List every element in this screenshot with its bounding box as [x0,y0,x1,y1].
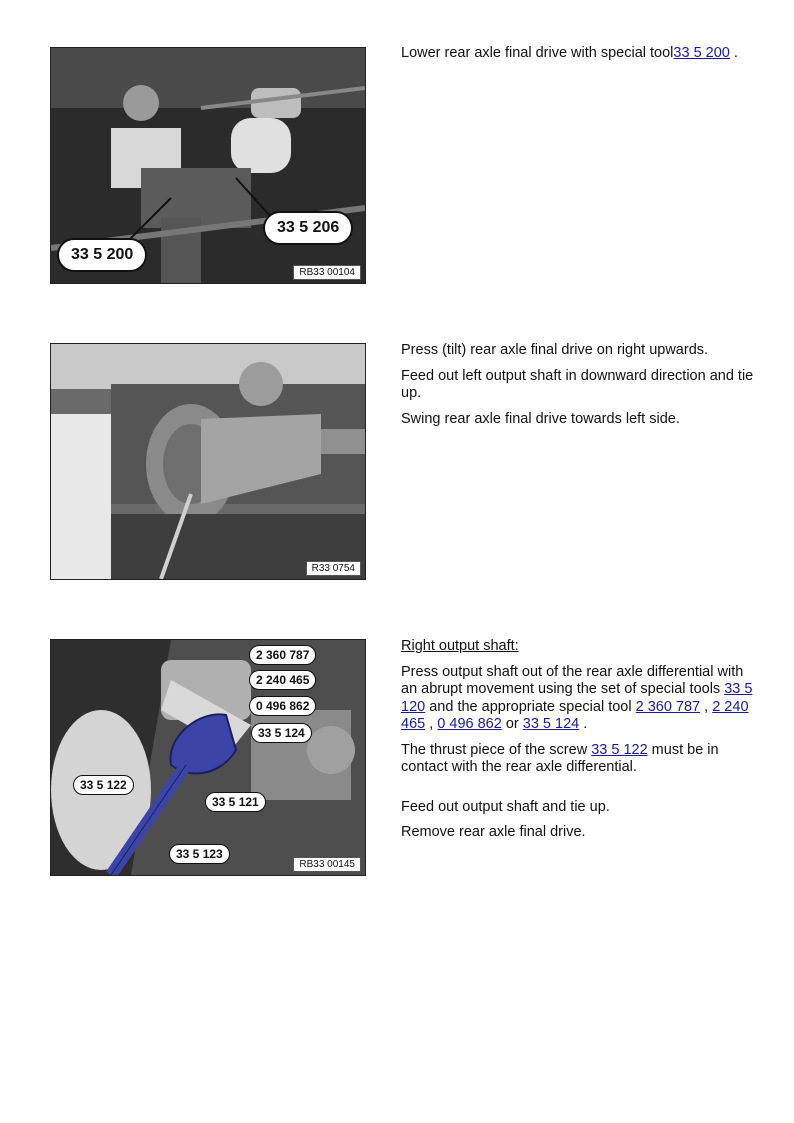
p1-sep-1: , [700,698,713,715]
callout-33-5-123: 33 5 123 [169,844,230,864]
section-3-paragraph-3: Feed out output shaft and tie up. [401,798,610,815]
callout-33-5-122: 33 5 122 [73,775,134,795]
section-2-text [401,342,761,436]
link-33-5-124[interactable]: 33 5 124 [522,716,580,732]
right-output-shaft-heading: Right output shaft: [401,638,519,654]
figure-1-ref: RB33 00104 [293,265,361,280]
section-1-text-after: . [729,45,738,61]
section-3-heading [401,638,761,656]
callout-33-5-124: 33 5 124 [251,723,312,743]
p1-text-a: Press output shaft out of the rear axle differential with an abrupt movement using the set of special tools [401,663,744,697]
p1-sep-2: , [425,716,438,732]
p1-text-b: and the appropriate special tool [425,698,636,715]
section-1-text-before: Lower rear axle final drive with special tool [401,45,674,61]
section-1-paragraph [401,45,761,63]
link-33-5-122[interactable]: 33 5 122 [591,741,648,758]
figure-2-ref: R33 0754 [306,561,361,576]
callout-2-360-787: 2 360 787 [249,645,316,665]
p2-text-b: must be in contact with the rear axle differential. [401,741,719,775]
section-3-paragraph-2 [401,742,761,777]
link-33-5-200[interactable]: 33 5 200 [673,45,730,61]
figure-3-photo [50,639,366,876]
figure-3-illustration [51,640,365,875]
section-1-text [401,45,761,71]
p2-text-a: The thrust piece of the screw [401,741,592,758]
figure-3-ref: RB33 00145 [293,857,361,872]
callout-33-5-206: 33 5 206 [263,211,353,245]
callout-2-240-465: 2 240 465 [249,670,316,690]
link-2-240-465[interactable]: 2 240 465 [401,698,749,732]
section-3-paragraph-4: Remove rear axle final drive. [401,824,586,840]
section-2-paragraph-1: Press (tilt) rear axle final drive on right upwards. [401,342,709,358]
p1-sep-3: or [501,716,523,732]
link-2-360-787[interactable]: 2 360 787 [635,698,701,715]
section-3-text [401,638,761,850]
callout-0-496-862: 0 496 862 [249,696,316,716]
callout-33-5-200: 33 5 200 [57,238,147,272]
figure-1-photo [50,47,366,284]
section-2-paragraph-3: Swing rear axle final drive towards left side. [401,410,680,427]
link-33-5-120[interactable]: 33 5 120 [401,681,753,715]
section-3-paragraph-1 [401,664,761,734]
p1-text-end: . [579,716,588,732]
link-0-496-862[interactable]: 0 496 862 [437,716,502,732]
figure-2-illustration [51,344,365,579]
callout-33-5-121: 33 5 121 [205,792,266,812]
section-2-paragraph-2: Feed out left output shaft in downward direction and tie up. [401,367,754,401]
figure-2-photo [50,343,366,580]
